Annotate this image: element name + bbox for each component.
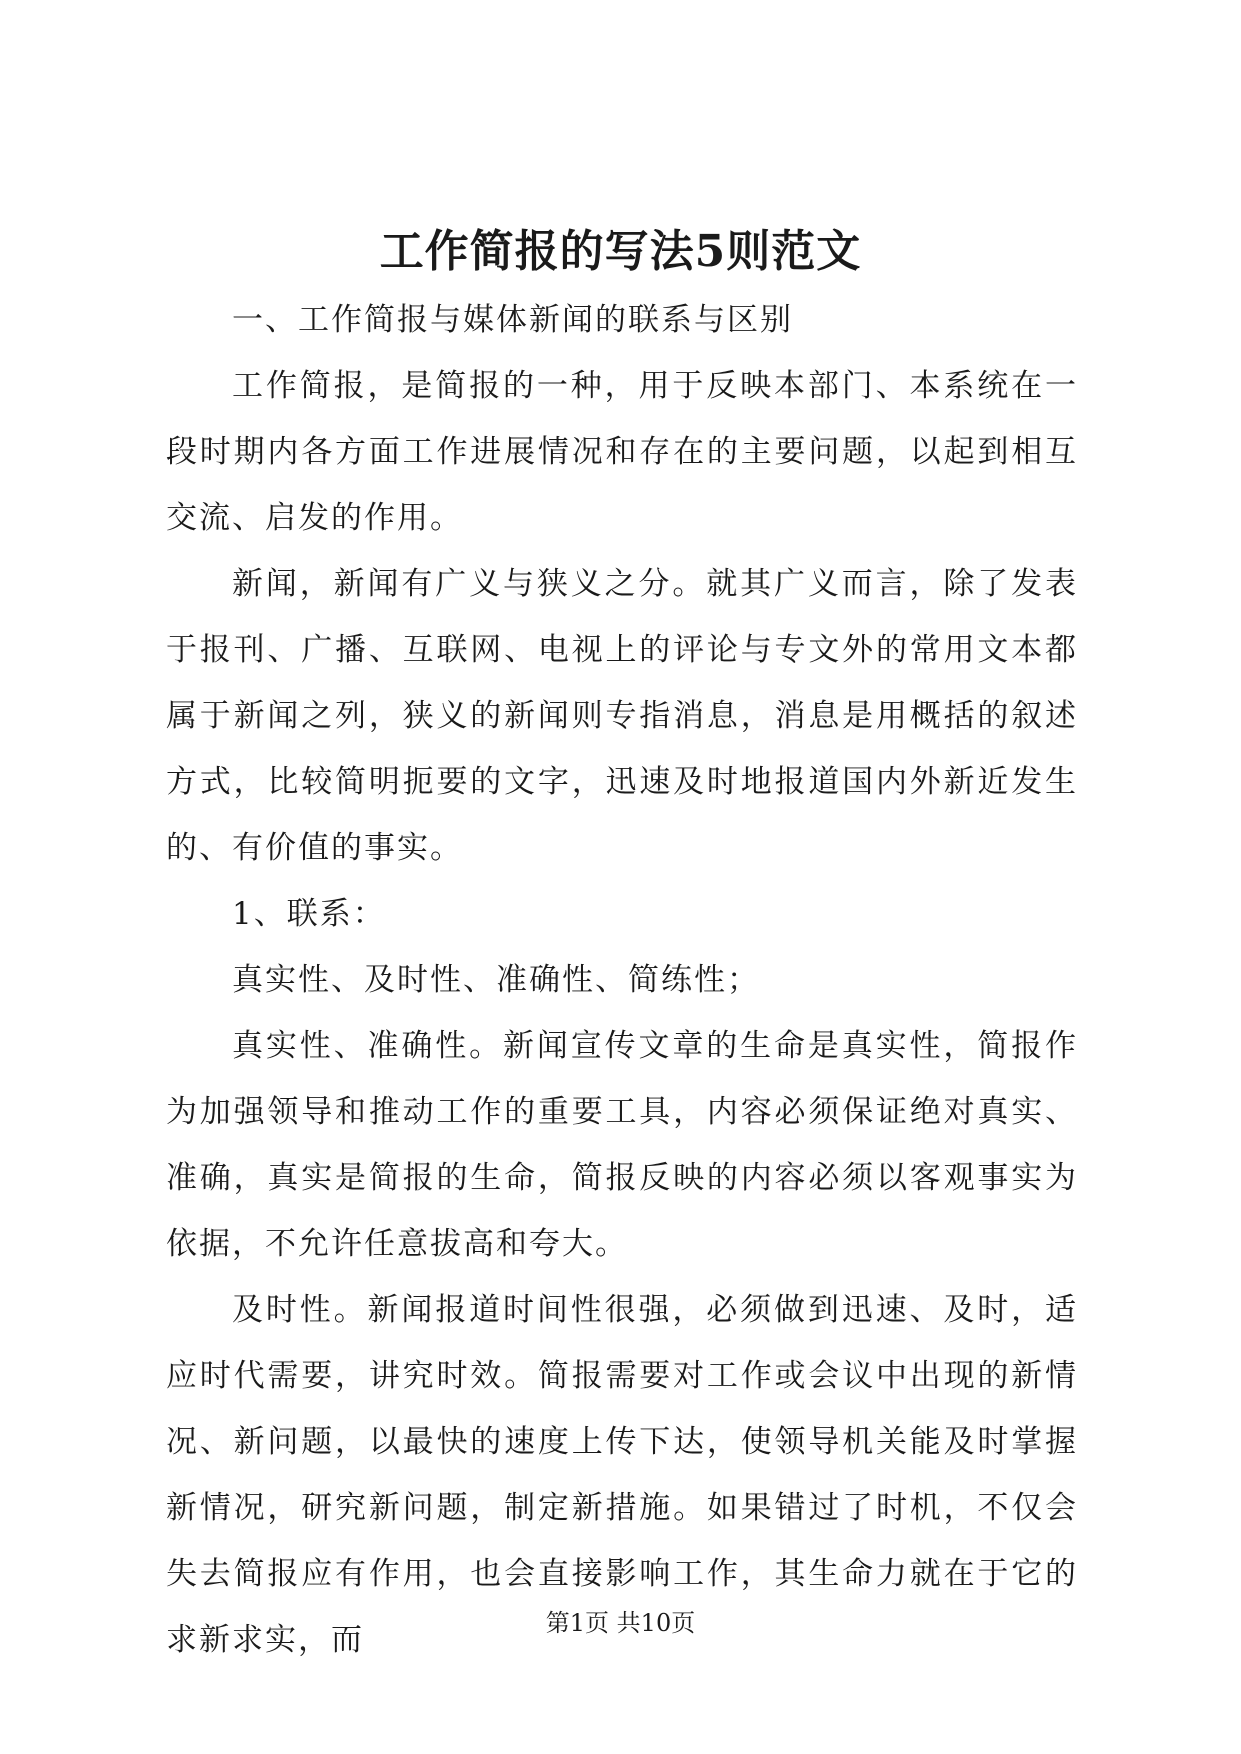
- paragraph: 工作简报，是简报的一种，用于反映本部门、本系统在一段时期内各方面工作进展情况和存在的主要问题，以起到相互交流、启发的作用。: [166, 368, 1078, 536]
- paragraph: 及时性。新闻报道时间性很强，必须做到迅速、及时，适应时代需要，讲究时效。简报需要对工作或会议中出现的新情况、新问题，以最快的速度上传下达，使领导机关能及时掌握新情况，研究新问题，制定新措施。如果错过了时机，不仅会失去简报应有作用，也会直接影响工作，其生命力就在于它的求新求实，而: [166, 1292, 1078, 1658]
- paragraph: 新闻，新闻有广义与狭义之分。就其广义而言，除了发表于报刊、广播、互联网、电视上的评论与专文外的常用文本都属于新闻之列，狭义的新闻则专指消息，消息是用概括的叙述方式，比较简明扼要的文字，迅速及时地报道国内外新近发生的、有价值的事实。: [166, 566, 1078, 866]
- section-heading: 一、工作简报与媒体新闻的联系与区别: [232, 302, 793, 338]
- document-title: 工作简报的写法5则范文: [379, 226, 862, 277]
- paragraph: 真实性、准确性。新闻宣传文章的生命是真实性，简报作为加强领导和推动工作的重要工具，内容必须保证绝对真实、准确，真实是简报的生命，简报反映的内容必须以客观事实为依据，不允许任意拔高和夸大。: [166, 1028, 1078, 1262]
- paragraph: 真实性、及时性、准确性、简练性；: [232, 962, 760, 998]
- document-body: [166, 287, 1078, 1673]
- page-footer: 第1页 共10页: [545, 1609, 696, 1637]
- subsection-heading: 1、联系：: [232, 896, 386, 932]
